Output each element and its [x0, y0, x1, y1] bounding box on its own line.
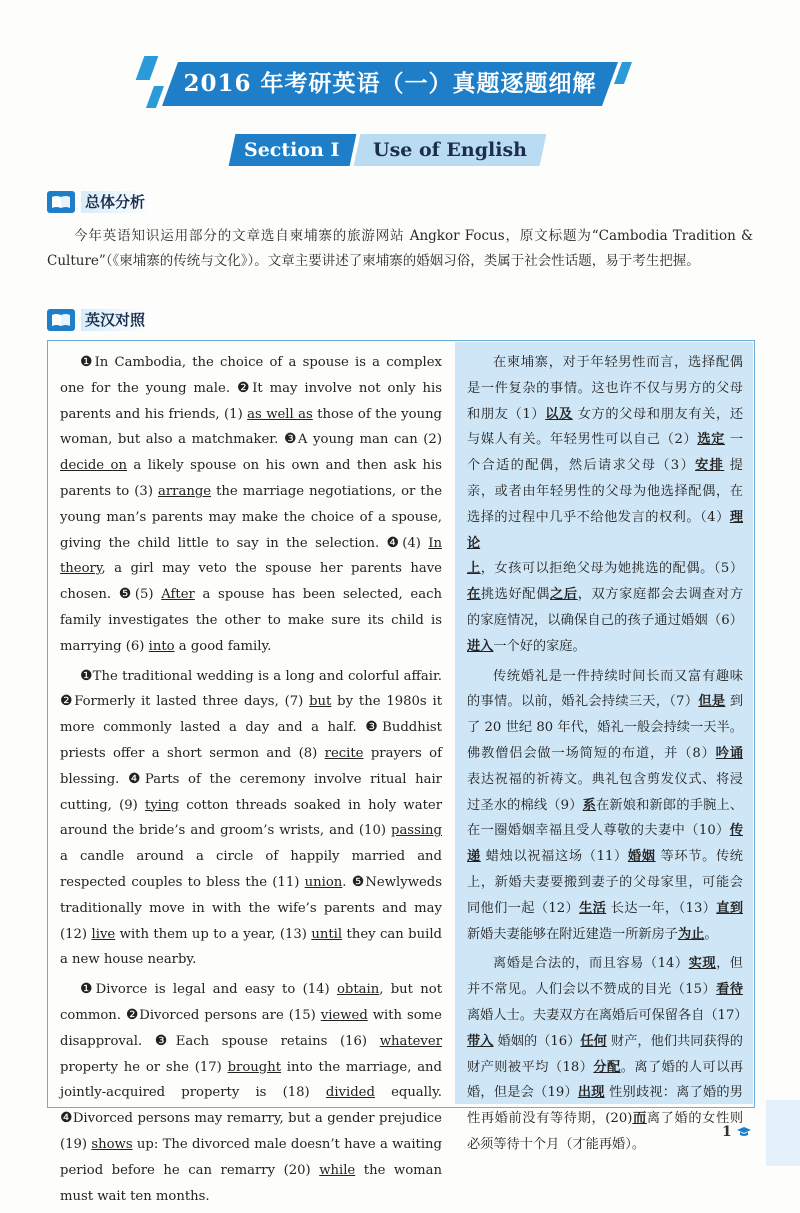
text-run: The traditional wedding is a long and colorful affair. — [92, 668, 442, 684]
answer-text: as well as — [247, 406, 313, 422]
section-number: Section Ⅰ — [229, 134, 357, 166]
answer-text: 之后 — [550, 587, 578, 603]
answer-text: 传递 — [467, 823, 743, 865]
answer-text: After — [161, 587, 195, 603]
text-run: with them up to a year, (13) — [115, 926, 312, 942]
chinese-paragraph-1 — [467, 350, 743, 660]
answer-text: 吟诵 — [715, 745, 744, 761]
chinese-paragraph-2 — [467, 664, 743, 948]
section-name: Use of English — [354, 134, 547, 166]
text-run: property he or she (17) — [60, 1059, 228, 1075]
text-run: Each spouse retains (16) — [175, 1033, 380, 1049]
text-run: 表达祝福的祈祷文。典礼包含剪发仪式、将浸过圣水的棉线（9） — [467, 771, 743, 813]
page-number — [722, 1124, 752, 1140]
text-run: a likely spouse on his own and then ask his parents to (3) — [60, 458, 442, 499]
text-run: 离婚是合法的，而且容易（14） — [493, 956, 689, 972]
section-label — [232, 134, 543, 166]
heading-label: 总体分析 — [81, 191, 153, 213]
text-run: 离了婚的女性则必须等待十个月（才能再婚）。 — [467, 1111, 744, 1152]
answer-text: recite — [324, 745, 364, 761]
sentence-number: ❺ — [118, 586, 135, 603]
text-run: 女方的父母和朋友有关，还与媒人有关。年轻男性可以自己（2） — [467, 406, 744, 448]
answer-text: 而 — [632, 1111, 647, 1127]
text-run: It may involve not only his parents and his friends, (1) — [60, 380, 442, 422]
answer-text: 但是 — [698, 694, 726, 710]
answer-text: 生活 — [579, 900, 607, 916]
english-column — [60, 350, 442, 1213]
text-run: 蜡烛以祝福这场（11） — [480, 849, 628, 865]
text-run: 长达一年，（13） — [606, 900, 717, 916]
answer-text: 实现 — [688, 956, 717, 972]
text-run: 等环节。传统上，新婚夫妻要搬到妻子的父母家里，可能会同他们一起（12） — [467, 849, 743, 916]
sentence-number: ❹ — [386, 534, 403, 551]
text-run: cotton threads soaked in holy water around the bride’s and groom’s wrists, and (10) — [60, 797, 442, 839]
sentence-number: ❶ — [80, 354, 95, 370]
text-run: Buddhist priests offer a short sermon and (8) — [60, 720, 442, 761]
sentence-number: ❸ — [283, 431, 298, 448]
answer-text: whatever — [379, 1033, 442, 1049]
overall-analysis-heading — [47, 190, 153, 214]
answer-text: obtain — [336, 982, 380, 998]
text-run: by the 1980s it more commonly lasted a day and a half. — [60, 694, 442, 736]
answer-text: while — [319, 1162, 356, 1178]
answer-text: decide on — [60, 458, 127, 474]
text-run: 新婚夫妻能够在附近建造一所新房子 — [467, 926, 678, 942]
page-number-text: 1 — [722, 1124, 732, 1140]
page-title: 2016 年考研英语（一）真题逐题细解 — [183, 70, 597, 97]
text-run: 婚姻的（16） — [493, 1033, 581, 1049]
answer-text: but — [309, 694, 332, 710]
text-run: A young man can (2) — [297, 432, 442, 448]
bilingual-heading — [47, 308, 153, 332]
text-run: (4) — [402, 535, 429, 551]
text-run: a good family. — [174, 638, 272, 654]
text-run: the marriage negotiations, or the young man’s parents may make the choice of a spouse, giving the child little to say in the selection. — [60, 483, 442, 551]
text-run: equally. — [374, 1085, 442, 1101]
english-paragraph-1 — [60, 350, 442, 660]
answer-text: 理论上 — [467, 509, 743, 577]
answer-text: 任何 — [580, 1033, 607, 1049]
sentence-number: ❹ — [127, 770, 145, 787]
sentence-number: ❺ — [351, 873, 366, 890]
answer-text: 选定 — [697, 432, 725, 448]
text-run: with some disapproval. — [60, 1007, 442, 1049]
text-run: 在柬埔寨，对于年轻男性而言，选择配偶是一件复杂的事情。这也许不仅与男方的父母和朋友（1） — [467, 355, 743, 422]
text-run: Formerly it lasted three days, (7) — [74, 694, 310, 710]
text-run: 提亲，或者由年轻男性的父母为他选择配偶，在选择的过程中几乎不给他发言的权利。（4） — [467, 458, 743, 525]
overall-analysis-text: 今年英语知识运用部分的文章选自柬埔寨的旅游网站 Angkor Focus，原文标题为“Cambodia Tradition & Culture”（《柬埔寨的传统与文化》）。文章主要讲述了柬埔寨的婚姻习俗，类属于社会性话题，易于考生把握。 — [47, 228, 753, 269]
answer-text: 看待 — [716, 982, 744, 998]
text-run: a spouse has been selected, each family investigates the other to make sure its child is marrying (6) — [60, 587, 442, 654]
sentence-number: ❸ — [154, 1032, 176, 1049]
text-run: Newlyweds traditionally move in with the wife’s parents and may (12) — [60, 874, 442, 942]
answer-text: 直到 — [716, 900, 744, 916]
answer-text: 出现 — [577, 1085, 605, 1101]
book-icon — [47, 191, 75, 213]
text-run: . — [342, 874, 352, 890]
text-run: Divorced persons are (15) — [139, 1007, 321, 1023]
text-run: 。离了婚的人可以再婚，但是会（19） — [467, 1059, 744, 1101]
title-banner — [140, 52, 640, 114]
text-run: into the marriage, and jointly-acquired property is (18) — [60, 1059, 442, 1101]
text-run: 挑选好配偶 — [480, 587, 551, 603]
sentence-number: ❷ — [125, 1006, 140, 1023]
sentence-number: ❶ — [80, 981, 96, 998]
text-run: 财产，他们共同获得的财产则被平均（18） — [467, 1033, 743, 1075]
book-icon — [47, 309, 75, 331]
sentence-number: ❶ — [80, 667, 93, 684]
answer-text: divided — [325, 1085, 375, 1101]
answer-text: until — [311, 926, 343, 942]
text-run: In Cambodia, the choice of a spouse is a complex one for the young male. — [60, 355, 442, 396]
text-run: 离婚人士。夫妻双方在离婚后可保留各自（17） — [467, 1007, 748, 1023]
graduation-cap-icon — [736, 1126, 752, 1138]
text-run: ，双方家庭都会去调查对方的家庭情况，以确保自己的孩子通过婚姻（6） — [467, 587, 744, 628]
english-paragraph-2 — [60, 664, 442, 974]
sentence-number: ❸ — [365, 719, 383, 736]
answer-text: 安排 — [695, 458, 725, 474]
text-run: 一个合适的配偶，然后请求父母（3） — [467, 432, 744, 474]
answer-text: 以及 — [545, 406, 573, 422]
heading-label: 英汉对照 — [81, 309, 153, 331]
text-run: 。 — [704, 926, 718, 942]
answer-text: brought — [227, 1059, 282, 1075]
text-run: 在新娘和新郎的手腕上、在一圈婚姻幸福且受人尊敬的夫妻中（10） — [467, 797, 744, 839]
text-run: Divorced persons may remarry, but a gender prejudice (19) — [60, 1111, 442, 1152]
text-run: 一个好的家庭。 — [493, 638, 586, 654]
answer-text: passing — [391, 823, 442, 839]
english-paragraph-3 — [60, 977, 442, 1209]
chinese-column — [455, 342, 753, 1152]
chinese-paragraph-3 — [467, 951, 748, 1157]
text-run: up: The divorced male doesn’t have a waiting period before he can remarry (20) — [60, 1136, 442, 1178]
answer-text: shows — [91, 1136, 133, 1152]
answer-text: 在 — [467, 587, 481, 603]
text-run: (5) — [134, 587, 162, 603]
answer-text: 系 — [582, 797, 597, 813]
text-run: prayers of blessing. — [60, 745, 443, 787]
answer-text: 带入 — [467, 1033, 494, 1049]
text-run: , a girl may veto the spouse her parents have chosen. — [60, 561, 442, 603]
answer-text: union — [304, 874, 343, 890]
page-corner-decoration — [766, 1100, 800, 1166]
answer-text: In theory — [60, 535, 442, 577]
text-run: 传统婚礼是一件持续时间长而又富有趣味的事情。以前，婚礼会持续三天，（7） — [467, 668, 743, 710]
text-run: Divorce is legal and easy to (14) — [95, 982, 337, 998]
text-run: those of the young woman, but also a matchmaker. — [60, 406, 443, 448]
answer-text: tying — [145, 797, 179, 813]
answer-text: 进入 — [467, 638, 494, 654]
answer-text: 婚姻 — [627, 849, 656, 865]
text-run: ，但并不常见。人们会以不赞成的目光（15） — [467, 956, 743, 998]
sentence-number: ❷ — [60, 693, 75, 710]
text-run: ，女孩可以拒绝父母为她挑选的配偶。（5） — [480, 561, 744, 577]
text-run: 性别歧视：离了婚的男性再婚前没有等待期，(20) — [467, 1085, 743, 1127]
text-run: they can build a new house nearby. — [60, 926, 442, 968]
banner-stripe — [136, 56, 159, 80]
answer-text: live — [91, 926, 116, 942]
text-run: the woman must wait ten months. — [60, 1162, 442, 1204]
text-run: Parts of the ceremony involve ritual hair cutting, (9) — [60, 771, 442, 813]
answer-text: 为止 — [678, 926, 705, 942]
text-run: , but not common. — [60, 982, 442, 1023]
text-run: a candle around a circle of happily married and respected couples to bless the (11) — [60, 849, 442, 890]
answer-text: into — [148, 638, 175, 654]
sentence-number: ❹ — [60, 1110, 73, 1127]
sentence-number: ❷ — [236, 379, 253, 396]
answer-text: 分配 — [593, 1059, 621, 1075]
answer-text: arrange — [158, 483, 212, 499]
answer-text: viewed — [320, 1007, 368, 1023]
text-run: 到了 20 世纪 80 年代，婚礼一般会持续一天半。佛教僧侣会做一场简短的布道，并（8） — [467, 694, 744, 761]
